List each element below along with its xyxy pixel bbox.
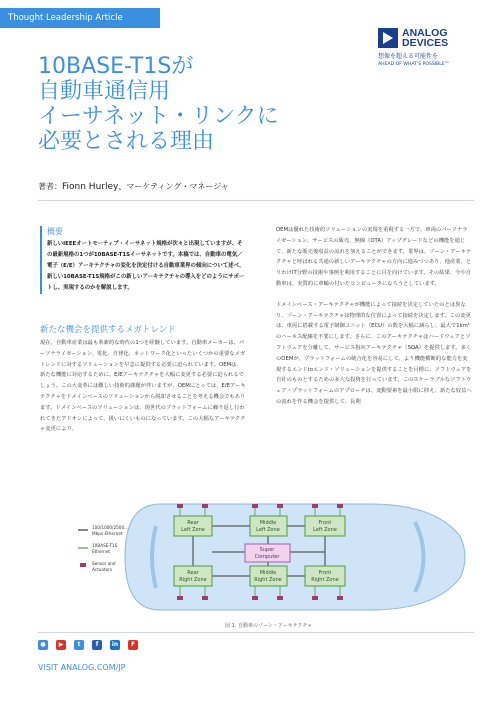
zone-rear-left xyxy=(174,516,212,536)
facebook-icon[interactable]: f xyxy=(92,640,102,650)
paragraph: OEMは優れた技術的ソリューションの実現を重視する一方で、車両のパーソナライゼーション、サービスの販売、無線（OTA）アップグレードなどの機能を通じて、新たな販売後収益の流れを加えることができます。業界は、ゾーン・アーキテクチャと呼ばれる共通の新しいアーキテクチャの方向に進みつつあり、他産業、とりわけIT分野の技術や事例を利用することに目を向けています。その結果、今や自動車は、実質的に車輪の付いたコンピュータになろうとしています。 xyxy=(276,227,472,287)
title-line: 必要とされる理由 xyxy=(38,129,215,154)
svg-text:Left Zone: Left Zone xyxy=(181,527,205,533)
figure-caption: 図 1. 自動車のゾーン・アーキテクチャ xyxy=(225,623,313,629)
figure-svg xyxy=(40,496,480,618)
svg-text:Rear: Rear xyxy=(187,570,199,576)
author-line xyxy=(38,181,229,192)
svg-text:100/1000/2500...: 100/1000/2500... xyxy=(92,525,129,530)
svg-text:Computer: Computer xyxy=(254,554,280,560)
logo-wordmark: ANALOG DEVICES xyxy=(402,27,449,49)
svg-text:Middle: Middle xyxy=(259,570,277,576)
svg-text:Rear: Rear xyxy=(187,520,199,526)
divider xyxy=(38,200,474,201)
title-line: 自動車通信用 xyxy=(38,79,171,104)
author-role: 、マーケティング・マネージャ xyxy=(118,182,230,191)
title-line: イーサネット・リンクに xyxy=(38,104,279,129)
title-line: 10BASE-T1Sが xyxy=(38,54,194,79)
zone-rear-right xyxy=(174,566,212,586)
figure-legend xyxy=(78,525,128,572)
divider xyxy=(38,632,474,633)
abstract-heading: 概要 xyxy=(47,227,63,236)
super-computer xyxy=(245,544,290,562)
section-heading: 新たな機会を提供するメガトレンド xyxy=(40,325,176,335)
svg-text:Front: Front xyxy=(318,520,332,526)
flipboard-icon[interactable]: F xyxy=(128,640,138,650)
svg-text:Left Zone: Left Zone xyxy=(256,527,280,533)
svg-text:Left Zone: Left Zone xyxy=(313,527,337,533)
svg-text:Super: Super xyxy=(259,547,275,553)
analog-devices-logo[interactable] xyxy=(378,28,490,67)
abstract-body: 新しいIEEEオートモーティブ・イーサネット規格が次々と出現していますが、その最新規格の1つが10BASE-T1Sイーサネットです。本稿では、自動車の電気／電子（E/E）アーキテクチャの変化を決定付ける自動車業界の傾向について述べ、新しい10BASE-T1S規格がこの新しいアーキテクチャの導入をどのようにサポートし、実現するのかを解説します。 xyxy=(47,241,245,291)
svg-text:Mbps Ethernet: Mbps Ethernet xyxy=(92,531,123,536)
svg-text:Middle: Middle xyxy=(259,520,277,526)
author-prefix: 著者： xyxy=(38,182,62,191)
abstract-box xyxy=(40,226,246,294)
youtube-icon[interactable]: ▶ xyxy=(56,640,66,650)
logo-triangle-icon xyxy=(378,28,398,48)
paragraph: ドメインベース・アーキテクチャが機能によって接続を決定していたのとは異なり、ゾーン・アーキテクチャは物理的な位置によって接続を決定します。この変更は、車両に搭載する電子制御ユニット（ECU）の数を大幅に減らし、最大で1km¹のハーネス配線を不要にします。さらに、このアーキテクチャはハードウェアとソフトウェアを分離して、サービス指向アーキテクチャ（SOA）を提供します。多くのOEMが、プラットフォームの統合化を容易にして、より機能横断的な能力を実現するエンドtoエンド・ソリューションを提供することを目標に、ソフトウェアを自社のものとするための多大な投資を行っています。このスケーラブルなソフトウェア・プラットフォームのアプローチは、変動要素を最小限に抑え、新たな収益への流れを作る機会を提供して、長期 xyxy=(276,301,472,405)
twitter-icon[interactable]: t xyxy=(74,640,84,650)
author-name: Fionn Hurley xyxy=(62,182,119,192)
zonal-architecture-figure xyxy=(40,496,480,618)
body-text-right xyxy=(276,225,472,418)
wechat-icon[interactable]: ● xyxy=(38,640,48,650)
paragraph: 現在、自動車産業は最も革新的な時代の1つを経験しています。自動車メーカーは、パーソナライゼーション、電化、自律化、ネットワーク化といったいくつかの重要なメガトレンドに対するソリューションを早急に提供する必要に迫られています。OEMは、新たな機能に対応するために、E/Eアーキテクチャを大幅に変更する必要に迫られるでしょう。この大変革には難しい技術的課題が伴いますが、OEMにとっては、E/Eアーキテクチャをドメインベースのソリューションから脱却させることを考える機会でもあります。ドメインベースのソリューションは、現世代のプラットフォームに繰り返し行われてきたアドオンによって、扱いにくいものになっています。この大幅なアーキテクチャ変更により、 xyxy=(40,340,246,433)
svg-text:10BASE-T1S: 10BASE-T1S xyxy=(92,543,118,548)
zone-middle-left xyxy=(250,516,287,536)
svg-text:Actuators: Actuators xyxy=(92,567,113,572)
svg-text:Right Zone: Right Zone xyxy=(254,577,282,583)
zone-middle-right xyxy=(250,566,287,586)
zone-front-right xyxy=(305,566,345,586)
svg-text:Front: Front xyxy=(318,570,332,576)
svg-text:Right Zone: Right Zone xyxy=(311,577,339,583)
svg-text:Ethernet: Ethernet xyxy=(92,549,111,554)
article-title xyxy=(38,54,358,154)
article-type-banner: Thought Leadership Article xyxy=(0,8,160,28)
linkedin-icon[interactable]: in xyxy=(111,641,119,648)
svg-text:Right Zone: Right Zone xyxy=(179,577,207,583)
social-links xyxy=(38,640,138,650)
body-text-left xyxy=(40,338,246,445)
logo-tagline-jp: 想像を超える可能性を xyxy=(378,53,439,60)
zone-front-left xyxy=(305,516,345,536)
svg-text:Sensor and: Sensor and xyxy=(92,561,116,566)
logo-tagline-en: AHEAD OF WHAT'S POSSIBLE™ xyxy=(378,62,450,67)
website-link[interactable]: VISIT ANALOG.COM/JP xyxy=(38,663,126,672)
